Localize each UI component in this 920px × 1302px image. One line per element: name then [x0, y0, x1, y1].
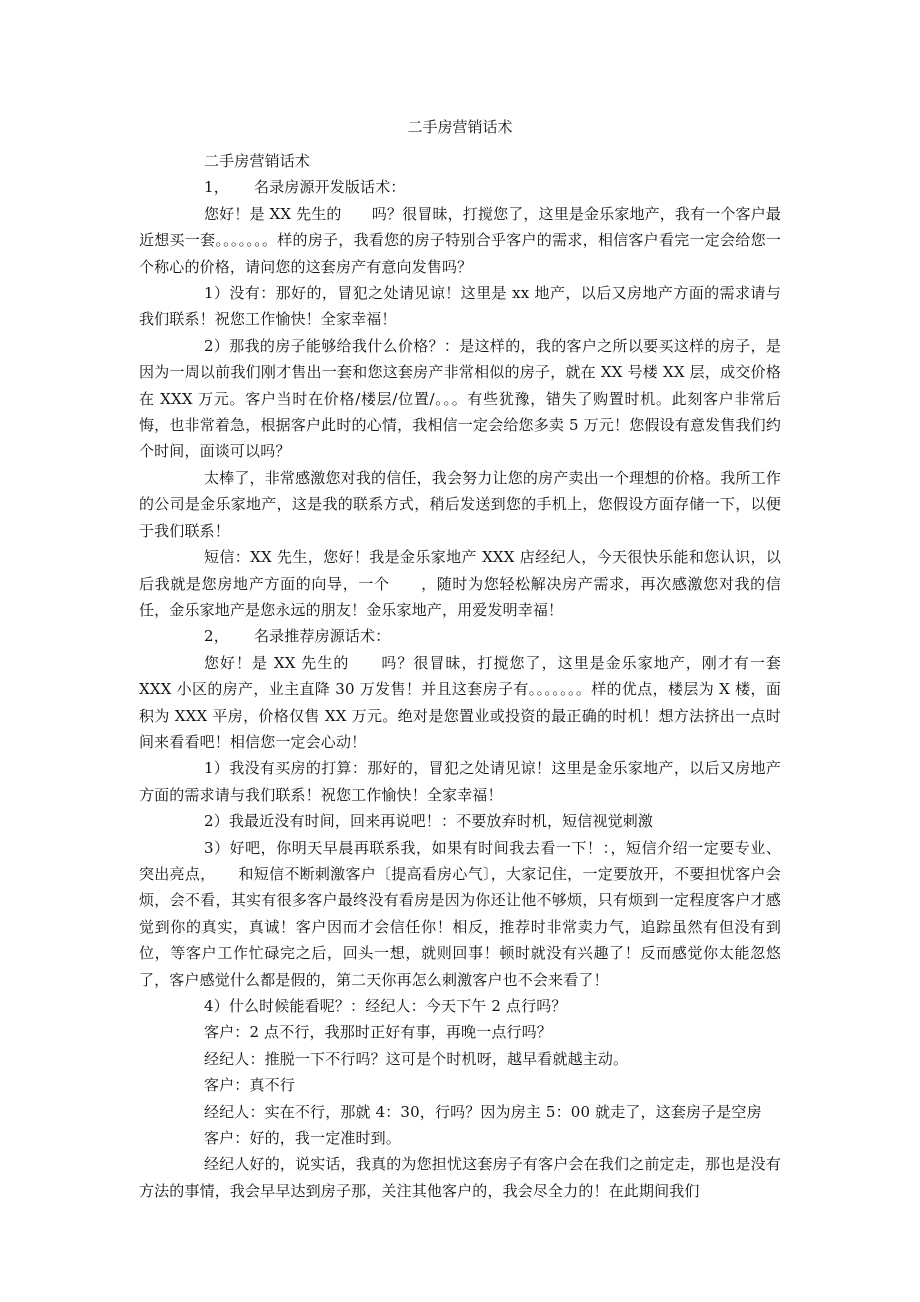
paragraph: 太棒了，非常感激您对我的信任，我会努力让您的房产卖出一个理想的价格。我所工作的公司是金乐家地产，这是我的联系方式，稍后发送到您的手机上，您假设方面存储一下，以便于我们联系！ [139, 468, 781, 540]
section-heading-1 [139, 174, 781, 200]
paragraph: 2）我最近没有时间，回来再说吧！：不要放弃时机，短信视觉刺激 [204, 812, 654, 831]
section-heading-2 [139, 623, 781, 649]
section-heading-text: 名录房源开发版话术： [254, 178, 406, 197]
paragraph: 经纪人：实在不行，那就 4：30，行吗？因为房主 5：00 就走了，这套房子是空房 [204, 1102, 762, 1121]
paragraph: 客户：好的，我一定准时到。 [204, 1129, 401, 1148]
body-subtitle: 二手房营销话术 [204, 152, 311, 170]
paragraph: 客户：真不行 [204, 1076, 295, 1095]
document-title: 二手房营销话术 [407, 118, 513, 136]
paragraph: 1）我没有买房的打算：那好的，冒犯之处请见谅！这里是金乐家地产，以后又房地产方面的需求请与我们联系！祝您工作愉快！全家幸福！ [139, 759, 781, 804]
document-body [139, 148, 781, 1204]
section-heading-text: 名录推荐房源话术： [254, 627, 391, 646]
section-number: 2， [204, 627, 229, 646]
section-number: 1， [204, 178, 229, 197]
paragraph: 2）那我的房子能够给我什么价格？：是这样的，我的客户之所以要买这样的房子，是因为一周以前我们刚才售出一套和您这套房产非常相似的房子，就在 XX 号楼 XX 层，成交价格在 XXX 万元。客户当时在价格/楼层/位置/。。。有些犹豫，错失了购置时机。此刻客户非常后悔，也非常着急，根据客户此时的心情，我相信一定会给您多卖 5 万元！您假设有意发售我们约个时间，面谈可以吗？ [139, 336, 781, 461]
paragraph: 4）什么时候能看呢？：经纪人：今天下午 2 点行吗？ [204, 997, 567, 1015]
paragraph: 经纪人好的，说实话，我真的为您担忧这套房子有客户会在我们之前定走，那也是没有方法的事情，我会早早达到房子那，关注其他客户的，我会尽全力的！在此期间我们 [139, 1155, 781, 1200]
paragraph: 3）好吧，你明天早晨再联系我，如果有时间我去看一下！：，短信介绍一定要专业、突出亮点， 和短信不断刺激客户〔提高看房心气〕，大家记住，一定要放开，不要担忧客户会烦，会不看，其实有很多客户最终没有看房是因为你还让他不够烦，只有烦到一定程度客户才感觉到你的真实，真诚！客户因而才会信任你！相反，推荐时非常卖力气，追踪虽然有但没有到位，等客户工作忙碌完之后，回头一想，就则回事！顿时就没有兴趣了！反而感觉你太能忽悠了，客户感觉什么都是假的，第二天你再怎么刺激客户也不会来看了！ [139, 838, 781, 989]
paragraph: 经纪人：推脱一下不行吗？这可是个时机呀，越早看就越主动。 [204, 1049, 629, 1068]
paragraph: 您好！是 XX 先生的 吗？很冒昧，打搅您了，这里是金乐家地产，我有一个客户最近想买一套。。。。。。。样的房子，我看您的房子特别合乎客户的需求，相信客户看完一定会给您一个称心的价格，请问您的这套房产有意向发售吗？ [139, 204, 781, 276]
paragraph: 1）没有：那好的，冒犯之处请见谅！这里是 xx 地产，以后又房地产方面的需求请与我们联系！祝您工作愉快！全家幸福！ [139, 284, 781, 329]
paragraph: 您好！是 XX 先生的 吗？很冒昧，打搅您了，这里是金乐家地产，刚才有一套 XXX 小区的房产，业主直降 30 万发售！并且这套房子有。。。。。。。样的优点，楼层为 X 楼，面积为 XXX 平房，价格仅售 XX 万元。绝对是您置业或投资的最正确的时机！想方法挤出一点时间来看看吧！相信您一定会心动！ [139, 653, 781, 751]
paragraph: 短信：XX 先生，您好！我是金乐家地产 XXX 店经纪人，今天很快乐能和您认识，以后我就是您房地产方面的向导，一个 ，随时为您轻松解决房产需求，再次感激您对我的信任，金乐家地产是您永远的朋友！金乐家地产，用爱发明幸福！ [139, 548, 781, 619]
paragraph: 客户：2 点不行，我那时正好有事，再晚一点行吗？ [204, 1023, 552, 1042]
